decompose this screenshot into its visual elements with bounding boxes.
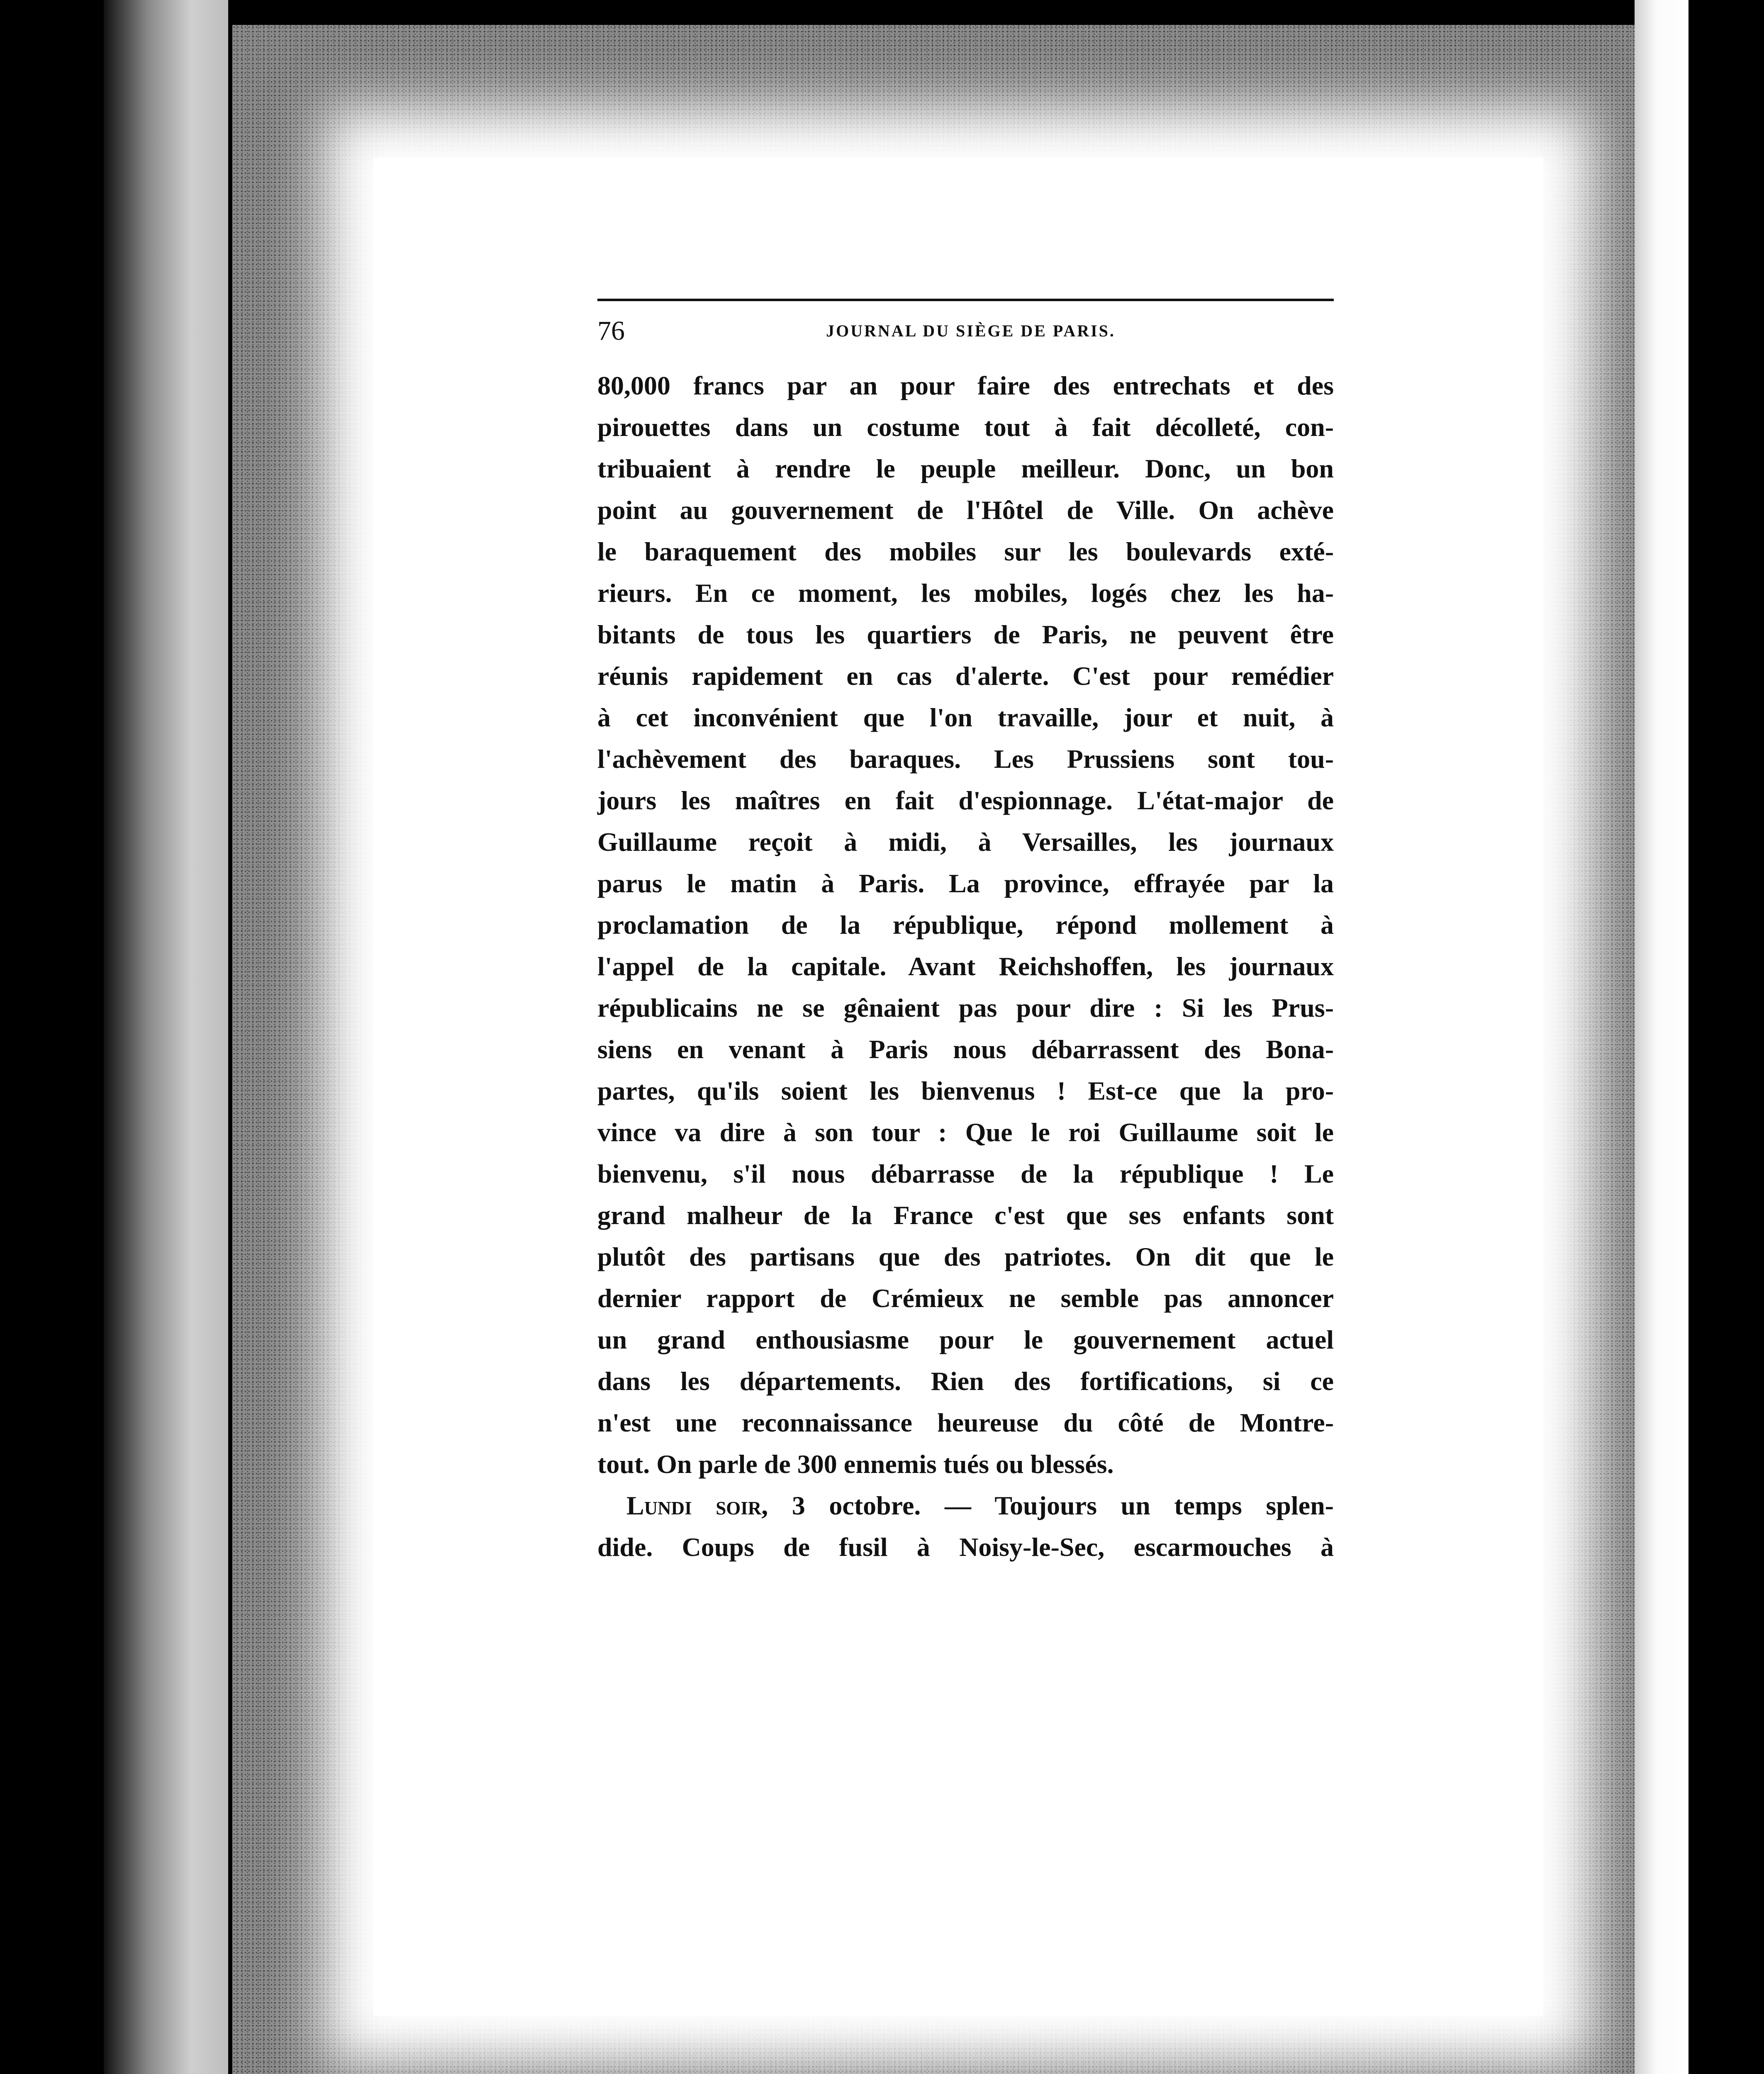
text-line: 80,000 francs par an pour faire des entrechats et des	[597, 371, 1334, 400]
text-line: point au gouvernement de l'Hôtel de Ville. On achève	[597, 495, 1334, 525]
text-line: parus le matin à Paris. La province, effrayée par la	[597, 869, 1334, 898]
text-line: partes, qu'ils soient les bienvenus ! Est-ce que la pro-	[597, 1076, 1334, 1105]
text-line: proclamation de la république, répond mollement à	[597, 910, 1334, 940]
text-line: vince va dire à son tour : Que le roi Guillaume soit le	[597, 1117, 1334, 1147]
text-line: l'achèvement des baraques. Les Prussiens sont tou-	[597, 744, 1334, 774]
text-line: rieurs. En ce moment, les mobiles, logés chez les ha-	[597, 578, 1334, 608]
text-line: républicains ne se gênaient pas pour dire : Si les Prus-	[597, 993, 1334, 1022]
running-head: JOURNAL DU SIÈGE DE PARIS.	[826, 321, 1116, 340]
text-line: dernier rapport de Crémieux ne semble pas annoncer	[597, 1283, 1334, 1313]
book-edge-right	[1635, 0, 1688, 2074]
scan-margin-right	[1688, 0, 1764, 2074]
text-line: bienvenu, s'il nous débarrasse de la république ! Le	[597, 1159, 1334, 1188]
text-line: siens en venant à Paris nous débarrassent des Bona-	[597, 1035, 1334, 1064]
entry-text: , 3 octobre. — Toujours un temps splen-	[761, 1491, 1334, 1520]
text-line: plutôt des partisans que des patriotes. On dit que le	[597, 1242, 1334, 1271]
text-line: dans les départements. Rien des fortifications, si ce	[597, 1366, 1334, 1396]
page-number: 76	[597, 316, 625, 346]
text-line: pirouettes dans un costume tout à fait décolleté, con-	[597, 412, 1334, 442]
text-line: l'appel de la capitale. Avant Reichshoffen, les journaux	[597, 952, 1334, 981]
text-line: tout. On parle de 300 ennemis tués ou blessés.	[597, 1449, 1114, 1479]
book-edge-left	[104, 0, 228, 2074]
page-content	[597, 299, 1334, 1568]
text-line: bitants de tous les quartiers de Paris, ne peuvent être	[597, 620, 1334, 649]
text-line: à cet inconvénient que l'on travaille, jour et nuit, à	[597, 703, 1334, 732]
text-line: réunis rapidement en cas d'alerte. C'est pour remédier	[597, 661, 1334, 691]
entry-heading: Lundi soir	[626, 1491, 762, 1520]
text-line: jours les maîtres en fait d'espionnage. L'état-major de	[597, 786, 1334, 815]
body-text	[597, 365, 1334, 1568]
text-line: dide. Coups de fusil à Noisy-le-Sec, escarmouches à	[597, 1532, 1334, 1562]
text-line: le baraquement des mobiles sur les boulevards exté-	[597, 537, 1334, 566]
text-line: un grand enthousiasme pour le gouvernement actuel	[597, 1325, 1334, 1354]
page-header	[597, 310, 1334, 360]
text-line: tribuaient à rendre le peuple meilleur. Donc, un bon	[597, 454, 1334, 483]
header-rule	[597, 299, 1334, 301]
text-line: Guillaume reçoit à midi, à Versailles, les journaux	[597, 827, 1334, 857]
text-line: n'est une reconnaissance heureuse du côté de Montre-	[597, 1408, 1334, 1437]
text-line: grand malheur de la France c'est que ses enfants sont	[597, 1200, 1334, 1230]
entry-line	[597, 1485, 1334, 1526]
